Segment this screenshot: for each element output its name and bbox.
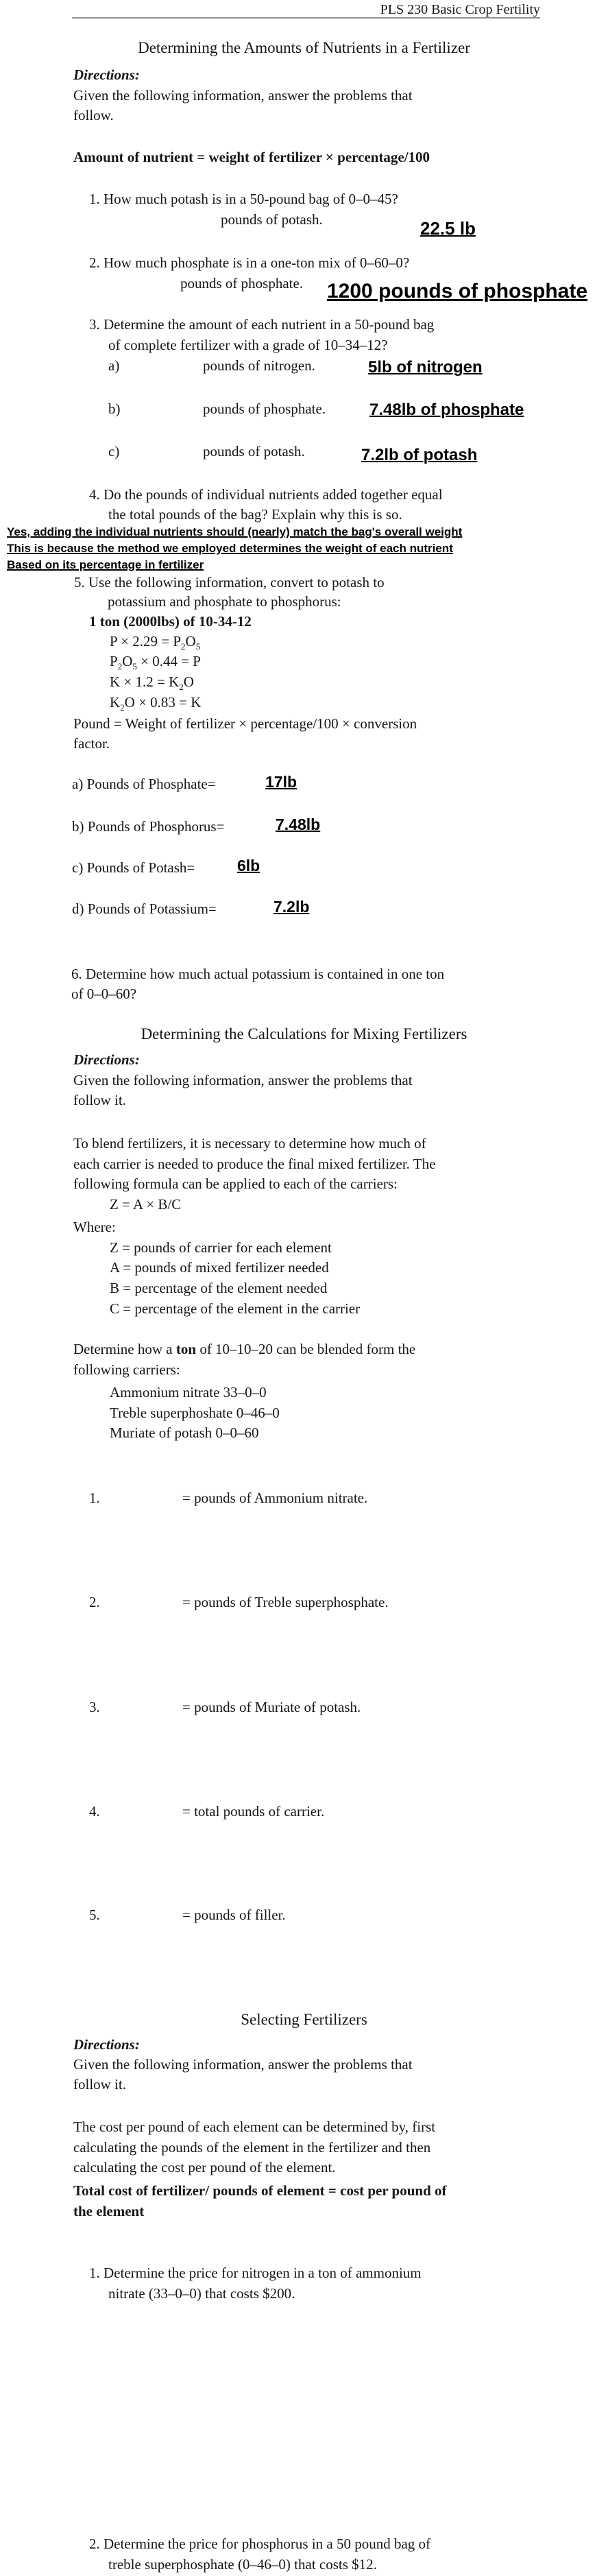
q3-item-c-answer: 7.2lb of potash — [361, 446, 478, 464]
formula-text: K — [110, 694, 121, 711]
q3-item-a-text: pounds of nitrogen. — [203, 357, 315, 374]
subscript: 5 — [132, 661, 137, 672]
blank-2-number: 2. — [89, 1594, 100, 1610]
q3-item-a-answer: 5lb of nitrogen — [368, 358, 483, 377]
q2-answer: 1200 pounds of phosphate — [327, 280, 588, 302]
q6-line2: of 0–0–60? — [71, 986, 137, 1002]
formula-text: K × 1.2 = K — [110, 673, 180, 690]
q5-answer-d-value: 7.2lb — [273, 898, 310, 916]
blend-task-ton: ton — [175, 1341, 197, 1357]
section1-directions-line1: Given the following information, answer the problems that — [73, 87, 413, 104]
section2-directions-line1: Given the following information, answer the problems that — [73, 1072, 413, 1088]
q1-line2: pounds of potash. — [221, 211, 323, 228]
q2-line1: 2. How much phosphate is in a one-ton mix of 0–60–0? — [89, 254, 410, 271]
q3-line1: 3. Determine the amount of each nutrient in a 50-pound bag — [89, 316, 435, 333]
section2-directions-label: Directions: — [73, 1051, 140, 1068]
nutrient-formula: Amount of nutrient = weight of fertilizer × percentage/100 — [73, 149, 430, 165]
q5-answer-c-label: c) Pounds of Potash= — [72, 859, 195, 876]
section1-title: Determining the Amounts of Nutrients in a Fertilizer — [138, 39, 470, 56]
pound-formula-line1: Pound = Weight of fertilizer × percentage/100 × conversion — [73, 715, 417, 732]
definition-b: B = percentage of the element needed — [110, 1280, 328, 1296]
formula-text: O — [122, 653, 133, 669]
section3-directions-line2: follow it. — [73, 2076, 126, 2092]
q6-line1: 6. Determine how much actual potassium is contained in one ton — [71, 966, 445, 982]
blank-4-number: 4. — [89, 1803, 100, 1820]
cost-intro-line3: calculating the cost per pound of the element. — [73, 2159, 336, 2175]
formula-text: O × 0.83 = K — [124, 694, 202, 711]
section1-directions-line2: follow. — [73, 107, 114, 123]
q3-item-b-answer: 7.48lb of phosphate — [369, 401, 524, 419]
q5-answer-a-label: a) Pounds of Phosphate= — [72, 776, 216, 792]
q4-answer-line1: Yes, adding the individual nutrients should (nearly) match the bag's overall weight — [7, 525, 463, 538]
blank-3-number: 3. — [89, 1699, 100, 1715]
cost-formula-line1: Total cost of fertilizer/ pounds of element = cost per pound of — [73, 2182, 447, 2199]
carrier-formula: Z = A × B/C — [110, 1196, 182, 1213]
blank-5-number: 5. — [89, 1907, 100, 1923]
definition-z: Z = pounds of carrier for each element — [110, 1239, 332, 1256]
s3-q2-line2: treble superphosphate (0–46–0) that costs $12. — [108, 2556, 377, 2573]
blend-task-pre: Determine how a — [73, 1341, 176, 1357]
blend-task-post: of 10–10–20 can be blended form the — [196, 1341, 416, 1357]
q1-answer: 22.5 lb — [420, 218, 476, 239]
blend-intro-line1: To blend fertilizers, it is necessary to determine how much of — [73, 1135, 426, 1152]
section1-directions-label: Directions: — [73, 67, 140, 83]
q4-answer-line3: Based on its percentage in fertilizer — [7, 558, 204, 571]
q3-item-b-text: pounds of phosphate. — [203, 401, 326, 417]
subscript: 2 — [179, 682, 184, 693]
q3-item-c-text: pounds of potash. — [203, 443, 305, 460]
cost-intro-line2: calculating the pounds of the element in the fertilizer and then — [73, 2139, 431, 2156]
q3-item-b-label: b) — [108, 401, 121, 417]
subscript: 5 — [195, 641, 201, 652]
subscript: 2 — [120, 702, 125, 713]
formula-text: × 0.44 = P — [136, 653, 201, 669]
formula-text: O — [185, 633, 196, 649]
q4-line1: 4. Do the pounds of individual nutrients added together equal — [89, 486, 443, 503]
section2-title: Determining the Calculations for Mixing Fertilizers — [141, 1025, 467, 1042]
cost-intro-line1: The cost per pound of each element can be determined by, first — [73, 2119, 436, 2135]
where-label: Where: — [73, 1219, 116, 1235]
blank-2-text: = pounds of Treble superphosphate. — [182, 1594, 389, 1610]
formula-text: P — [110, 653, 118, 669]
carrier-muriate-of-potash: Muriate of potash 0–0–60 — [110, 1424, 259, 1441]
section3-directions-line1: Given the following information, answer the problems that — [73, 2056, 413, 2073]
q5-line1: 5. Use the following information, convert to potash to — [74, 574, 385, 591]
s3-q1-line1: 1. Determine the price for nitrogen in a ton of ammonium — [89, 2265, 422, 2281]
q3-line2: of complete fertilizer with a grade of 10–34–12? — [108, 337, 388, 353]
section3-directions-label: Directions: — [73, 2036, 140, 2053]
header-rule — [72, 17, 540, 19]
blend-intro-line3: following formula can be applied to each of the carriers: — [73, 1176, 398, 1192]
q4-answer-line2: This is because the method we employed determines the weight of each nutrient — [7, 542, 453, 555]
carrier-ammonium-nitrate: Ammonium nitrate 33–0–0 — [110, 1384, 267, 1400]
blank-1-text: = pounds of Ammonium nitrate. — [182, 1490, 368, 1506]
carrier-treble-superphosphate: Treble superphoshate 0–46–0 — [110, 1405, 280, 1421]
blank-3-text: = pounds of Muriate of potash. — [182, 1699, 361, 1715]
course-header: PLS 230 Basic Crop Fertility — [380, 2, 540, 17]
blank-5-text: = pounds of filler. — [182, 1907, 286, 1923]
s3-q2-line1: 2. Determine the price for phosphorus in a 50 pound bag of — [89, 2536, 431, 2552]
q5-answer-b-value: 7.48lb — [276, 815, 321, 833]
q5-answer-c-value: 6lb — [237, 857, 260, 874]
subscript: 2 — [181, 641, 186, 652]
q3-item-a-label: a) — [108, 357, 120, 374]
formula-text: O — [183, 673, 194, 690]
q4-line2: the total pounds of the bag? Explain why this is so. — [108, 506, 402, 523]
q5-ton-heading: 1 ton (2000lbs) of 10-34-12 — [89, 613, 252, 630]
q5-line2: potassium and phosphate to phosphorus: — [108, 593, 341, 610]
blend-intro-line2: each carrier is needed to produce the final mixed fertilizer. The — [73, 1156, 436, 1172]
section3-title: Selecting Fertilizers — [241, 2011, 367, 2028]
q3-item-c-label: c) — [108, 443, 120, 460]
q5-answer-d-label: d) Pounds of Potassium= — [72, 901, 217, 917]
subscript: 2 — [117, 661, 123, 672]
q1-line1: 1. How much potash is in a 50-pound bag of 0–0–45? — [89, 191, 398, 207]
q5-answer-a-value: 17lb — [265, 773, 297, 791]
s3-q1-line2: nitrate (33–0–0) that costs $200. — [108, 2285, 295, 2302]
blank-4-text: = total pounds of carrier. — [182, 1803, 325, 1820]
blank-1-number: 1. — [89, 1490, 100, 1506]
blend-task-line1 — [73, 1339, 415, 1359]
q5-answer-b-label: b) Pounds of Phosphorus= — [72, 818, 225, 835]
pound-formula-line2: factor. — [73, 735, 110, 752]
section2-directions-line2: follow it. — [73, 1092, 126, 1108]
blend-task-line2: following carriers: — [73, 1361, 180, 1378]
cost-formula-line2: the element — [73, 2203, 145, 2219]
definition-c: C = percentage of the element in the carrier — [110, 1300, 361, 1317]
q2-line2: pounds of phosphate. — [180, 275, 304, 291]
formula-text: P × 2.29 = P — [110, 633, 182, 649]
definition-a: A = pounds of mixed fertilizer needed — [110, 1259, 329, 1276]
